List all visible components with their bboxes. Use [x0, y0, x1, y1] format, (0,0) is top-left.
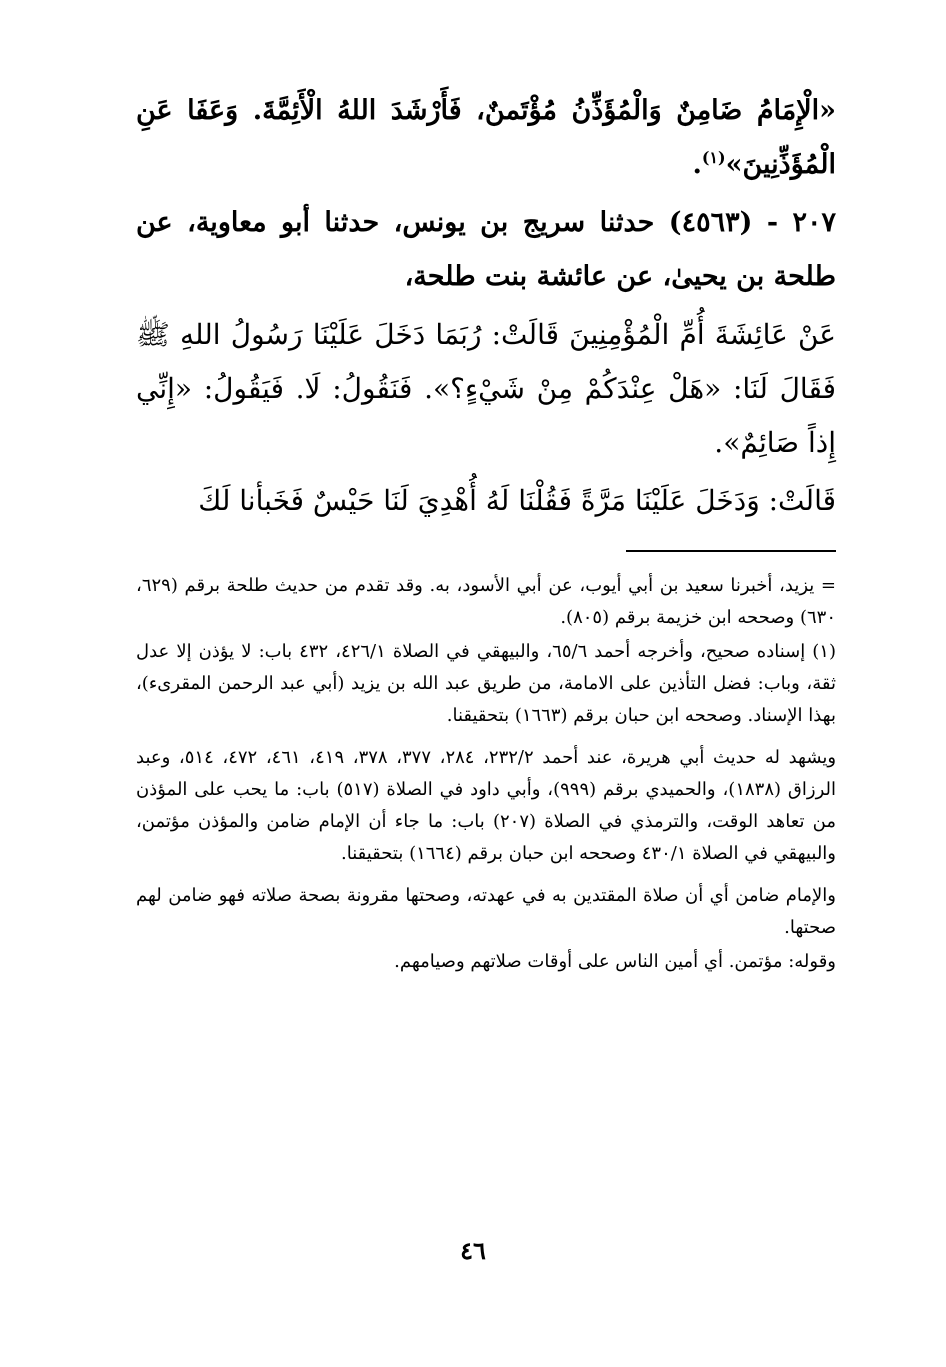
footnote-separator	[626, 550, 836, 552]
footnotes	[136, 570, 836, 978]
footnote-ref-1: (١)	[701, 148, 726, 167]
footnote-1: (١) إسناده صحيح، وأخرجه أحمد ٦٥/٦، والبيهقي في الصلاة ٤٢٦/١، ٤٣٢ باب: لا يؤذن إلا عدل ثقة، وباب: فضل التأذين على الامامة، من طريق عبد الله بن يزيد (أبي عبد الرحمن المقرىء)، بهذا الإسناد. وصححه ابن حبان برقم (١٦٦٣) بتحقيقنا.	[136, 641, 836, 726]
footnote-imam-explanation: والإمام ضامن أي أن صلاة المقتدين به في عهدته، وصحتها مقرونة بصحة صلاته فهو ضامن لهم صحتها.	[136, 885, 836, 938]
hadith-ending-period: .	[692, 149, 702, 180]
hadith-matn-2: قَالَتْ: وَدَخَلَ عَلَيْنَا مَرَّةً فَقُلْنَا لَهُ أُهْدِيَ لَنَا حَيْسٌ فَخَبأنا لَكَ	[198, 484, 836, 517]
hadith-ending-text: «الْإِمَامُ ضَامِنٌ وَالْمُؤَذِّنُ مُؤْتَمنٌ، فَأَرْشَدَ اللهُ الْأَئِمَّةَ. وَعَفَا عَنِ الْمُؤَذِّنِينَ»	[136, 95, 836, 180]
book-page	[136, 84, 836, 1284]
page-number: ٤٦	[460, 1236, 486, 1265]
hadith-isnad: ٢٠٧ - (٤٥٦٣) حدثنا سريج بن يونس، حدثنا أبو معاوية، عن طلحة بن يحيىٰ، عن عائشة بنت طلحة،	[136, 207, 836, 292]
footnote-muezzin-explanation: وقوله: مؤتمن. أي أمين الناس على أوقات صلاتهم وصيامهم.	[394, 951, 836, 972]
hadith-ending	[136, 84, 836, 192]
footnote-continuation: = يزيد، أخبرنا سعيد بن أبي أيوب، عن أبي الأسود، به. وقد تقدم من حديث طلحة برقم (٦٢٩، ٦٣٠) وصححه ابن خزيمة برقم (٨٠٥).	[136, 575, 836, 628]
hadith-matn-1: عَنْ عَائِشَةَ أُمِّ الْمُؤْمِنِينَ قَالَتْ: رُبَمَا دَخَلَ عَلَيْنَا رَسُولُ اللهِ ﷺ فَقَالَ لَنَا: «هَلْ عِنْدَكُمْ مِنْ شَيْءٍ؟». فَنَقُولُ: لَا. فَيَقُولُ: «إِنِّي إِذاً صَائِمٌ».	[136, 318, 836, 459]
footnote-witness: ويشهد له حديث أبي هريرة، عند أحمد ٢٣٢/٢، ٢٨٤، ٣٧٧، ٣٧٨، ٤١٩، ٤٦١، ٤٧٢، ٥١٤، وعبد الرزاق (١٨٣٨)، والحميدي برقم (٩٩٩)، وأبي داود في الصلاة (٥١٧) باب: ما يحب على المؤذن من تعاهد الوقت، والترمذي في الصلاة (٢٠٧) باب: ما جاء أن الإمام ضامن والمؤذن مؤتمن، والبيهقي في الصلاة ٤٣٠/١ وصححه ابن حبان برقم (١٦٦٤) بتحقيقنا.	[136, 747, 837, 864]
main-text	[136, 84, 836, 528]
